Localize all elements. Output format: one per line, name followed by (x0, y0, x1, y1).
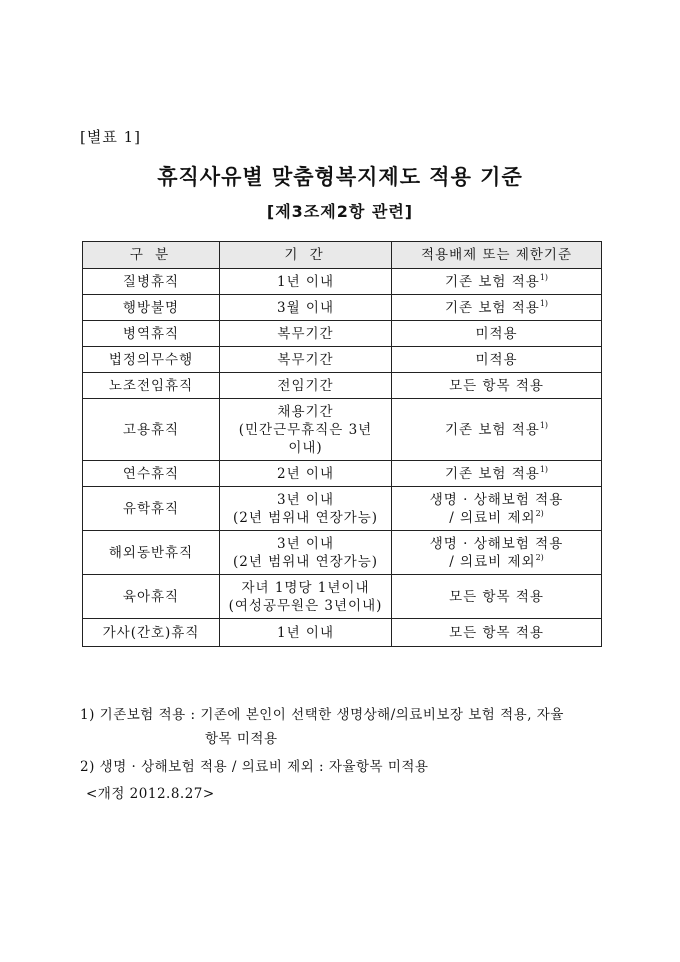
footnote-2: 2) 생명 · 상해보험 적용 / 의료비 제외 : 자율항목 미적용 (80, 759, 429, 775)
annex-label: [별표 1] (80, 128, 141, 146)
rule-cell (392, 321, 602, 347)
header-category: 구 분 (83, 242, 220, 269)
reason-cell (83, 461, 220, 487)
footnote-marker: 1) (539, 298, 549, 308)
table-row (83, 399, 602, 461)
table-row (83, 347, 602, 373)
table-row (83, 269, 602, 295)
reason-cell-text: 가사(간호)휴직 (102, 624, 200, 641)
reason-cell (83, 269, 220, 295)
criteria-table (82, 241, 602, 647)
footnote-marker: 2) (535, 508, 544, 518)
footnote-marker: 2) (535, 552, 544, 562)
reason-cell (83, 295, 220, 321)
table-row (83, 321, 602, 347)
header-period: 기 간 (220, 242, 392, 269)
period-cell (220, 269, 392, 295)
reason-cell (83, 531, 220, 575)
rule-cell (392, 269, 602, 295)
reason-cell-text: 고용휴직 (122, 421, 180, 438)
rule-cell-text: 기존 보험 적용 (444, 421, 540, 438)
period-cell-text: 복무기간 (277, 351, 334, 368)
document-subtitle: [제3조제2항 관련] (266, 202, 414, 221)
period-cell (220, 461, 392, 487)
rule-cell-text: 기존 보험 적용 (444, 299, 540, 316)
rule-cell (392, 399, 602, 461)
rule-cell-text: 미적용 (475, 325, 518, 342)
period-cell-text: 3년 이내 (2년 범위내 연장가능) (232, 491, 379, 526)
period-cell (220, 295, 392, 321)
reason-cell-text: 법정의무수행 (108, 351, 194, 368)
rule-cell-text: 생명 · 상해보험 적용 / 의료비 제외 (429, 491, 564, 526)
footnote-marker: 1) (539, 464, 549, 474)
rule-cell-text: 기존 보험 적용 (444, 465, 540, 482)
period-cell-text: 3년 이내 (2년 범위내 연장가능) (232, 535, 379, 570)
table-row (83, 373, 602, 399)
rule-cell (392, 461, 602, 487)
period-cell (220, 321, 392, 347)
reason-cell-text: 연수휴직 (122, 465, 180, 482)
header-rule: 적용배제 또는 제한기준 (392, 242, 602, 269)
reason-cell (83, 373, 220, 399)
period-cell-text: 전임기간 (277, 377, 334, 394)
reason-cell (83, 399, 220, 461)
footnote-marker: 1) (539, 420, 549, 430)
period-cell-text: 2년 이내 (276, 465, 334, 482)
rule-cell (392, 531, 602, 575)
rule-cell (392, 295, 602, 321)
period-cell-text: 채용기간 (민간근무휴직은 3년 이내) (238, 403, 373, 456)
table-row (83, 487, 602, 531)
period-cell (220, 575, 392, 619)
table-row (83, 619, 602, 647)
reason-cell-text: 해외동반휴직 (108, 544, 194, 561)
rule-cell (392, 487, 602, 531)
rule-cell (392, 347, 602, 373)
footnote-1: 1) 기존보험 적용 : 기존에 본인이 선택한 생명상해/의료비보장 보험 적용, 자율 (80, 707, 564, 723)
period-cell (220, 487, 392, 531)
reason-cell-text: 질병휴직 (122, 273, 180, 290)
rule-cell (392, 575, 602, 619)
footnote-marker: 1) (539, 272, 549, 282)
period-cell (220, 399, 392, 461)
rule-cell-text: 모든 항목 적용 (449, 377, 544, 394)
reason-cell (83, 575, 220, 619)
footnote-1-continued: 항목 미적용 (205, 731, 278, 747)
rule-cell-text: 모든 항목 적용 (449, 624, 544, 641)
reason-cell-text: 육아휴직 (122, 588, 180, 605)
period-cell-text: 1년 이내 (276, 624, 334, 641)
amendment-note: <개정 2012.8.27> (86, 786, 215, 802)
reason-cell (83, 321, 220, 347)
table-row (83, 295, 602, 321)
document-title: 휴직사유별 맞춤형복지제도 적용 기준 (157, 165, 523, 189)
table-row (83, 575, 602, 619)
table-row (83, 531, 602, 575)
rule-cell-text: 모든 항목 적용 (449, 588, 544, 605)
rule-cell (392, 373, 602, 399)
table-header-row (83, 242, 602, 269)
period-cell (220, 531, 392, 575)
rule-cell-text: 기존 보험 적용 (444, 273, 540, 290)
reason-cell-text: 유학휴직 (122, 500, 180, 517)
period-cell-text: 자녀 1명당 1년이내 (여성공무원은 3년이내) (228, 579, 383, 614)
period-cell (220, 373, 392, 399)
reason-cell-text: 병역휴직 (122, 325, 180, 342)
reason-cell-text: 노조전임휴직 (108, 377, 194, 394)
period-cell-text: 1년 이내 (276, 273, 334, 290)
rule-cell (392, 619, 602, 647)
period-cell (220, 347, 392, 373)
period-cell (220, 619, 392, 647)
reason-cell-text: 행방불명 (122, 299, 180, 316)
rule-cell-text: 미적용 (475, 351, 518, 368)
reason-cell (83, 619, 220, 647)
reason-cell (83, 487, 220, 531)
table-row (83, 461, 602, 487)
period-cell-text: 복무기간 (277, 325, 334, 342)
rule-cell-text: 생명 · 상해보험 적용 / 의료비 제외 (429, 535, 564, 570)
reason-cell (83, 347, 220, 373)
period-cell-text: 3월 이내 (276, 299, 334, 316)
